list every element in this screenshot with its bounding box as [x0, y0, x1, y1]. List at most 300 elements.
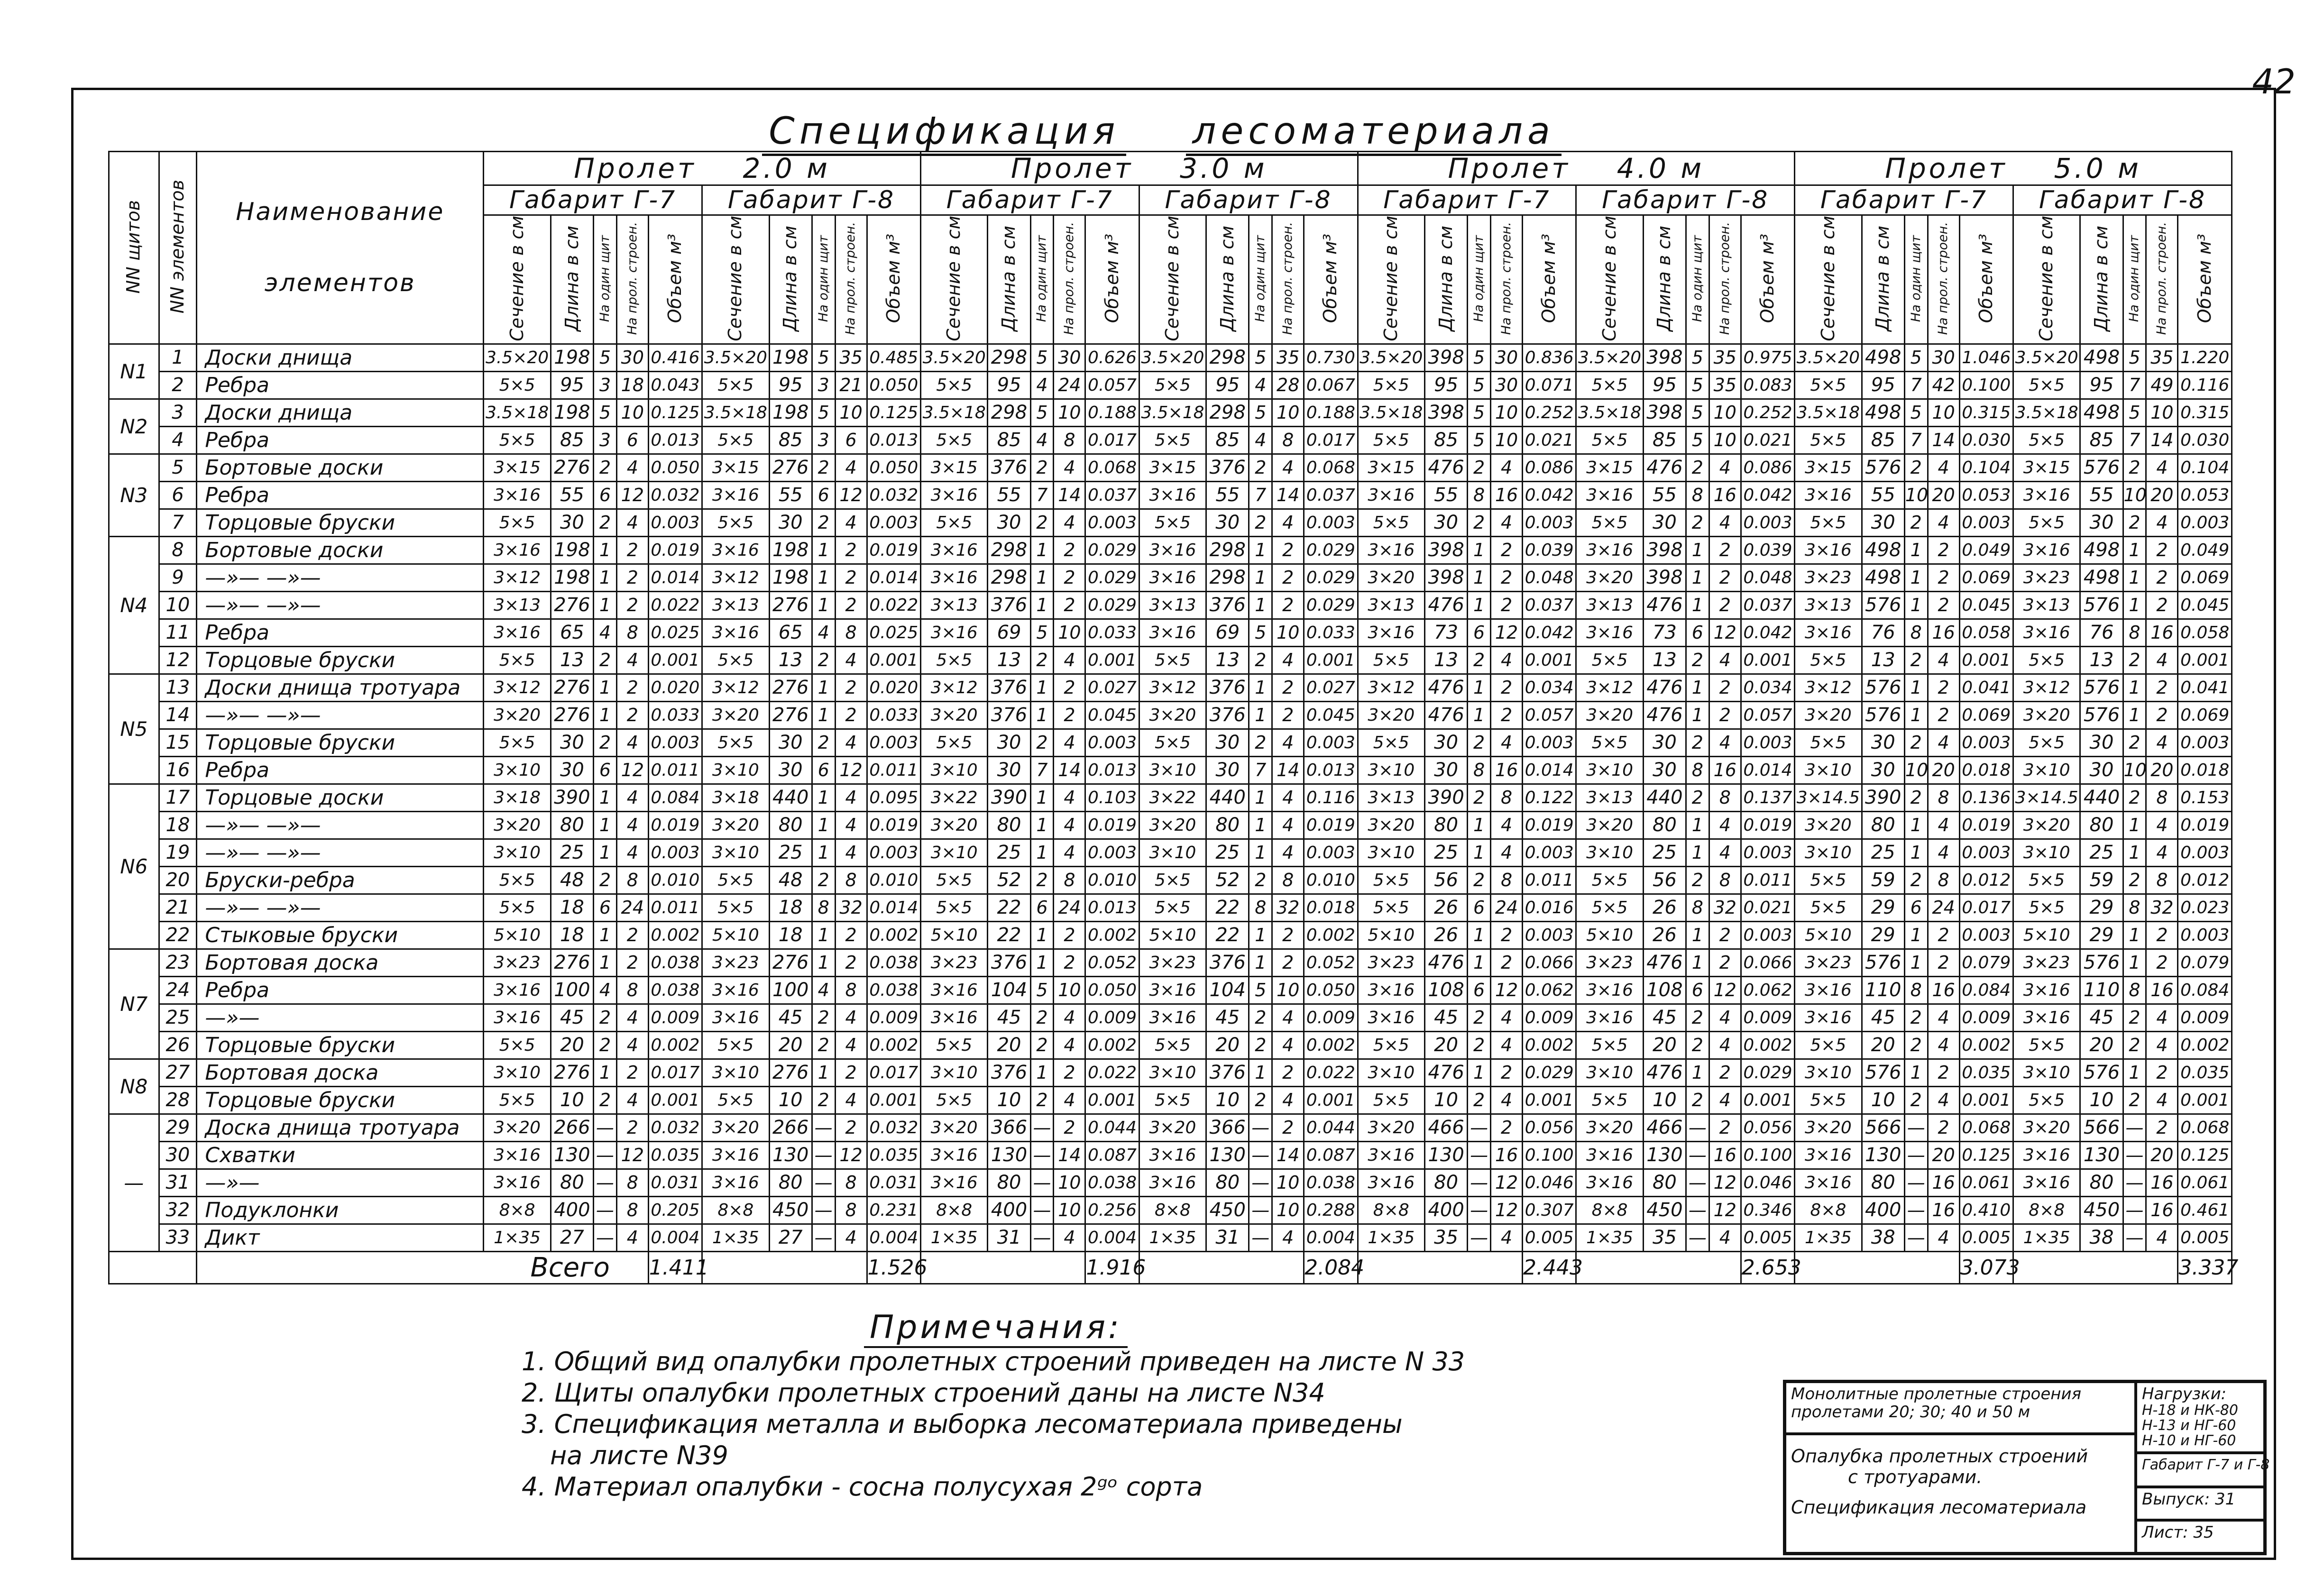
qty-total-cell: 2: [2146, 1059, 2178, 1086]
section-cell: 5×5: [1139, 426, 1206, 454]
qty-total-cell: 2: [1709, 949, 1741, 976]
table-row: [109, 949, 2232, 976]
length-cell: 45: [551, 1004, 593, 1031]
header-gabarit: Габарит Г-8: [702, 185, 921, 215]
header-qty-one: На один щит: [2123, 215, 2146, 344]
length-cell: 476: [1425, 949, 1468, 976]
qty-total-cell: 4: [2146, 729, 2178, 756]
table-row: [109, 481, 2232, 509]
qty-one-cell: 1: [593, 701, 616, 729]
section-cell: 3×16: [920, 564, 988, 591]
volume-cell: 0.004: [867, 1224, 920, 1251]
volume-cell: 0.002: [648, 1031, 702, 1059]
volume-cell: 0.002: [648, 921, 702, 949]
qty-one-cell: 2: [1686, 866, 1709, 894]
totals-blank: [1795, 1251, 1960, 1284]
length-cell: 45: [1643, 1004, 1686, 1031]
qty-total-cell: 4: [1491, 1086, 1523, 1114]
qty-one-cell: 1: [812, 674, 835, 701]
volume-cell: 0.038: [867, 976, 920, 1004]
qty-total-cell: 35: [1709, 371, 1741, 399]
volume-cell: 0.003: [1304, 509, 1358, 536]
qty-total-cell: 2: [1054, 674, 1085, 701]
qty-one-cell: 2: [1030, 646, 1054, 674]
volume-cell: 0.038: [867, 949, 920, 976]
section-cell: 3×16: [1358, 481, 1425, 509]
length-cell: 576: [2080, 949, 2123, 976]
section-cell: 1×35: [484, 1224, 551, 1251]
volume-cell: 0.027: [1304, 674, 1358, 701]
qty-total-cell: 4: [2146, 509, 2178, 536]
volume-cell: 0.013: [1085, 756, 1139, 784]
length-cell: 95: [1862, 371, 1904, 399]
totals-blank: [2013, 1251, 2178, 1284]
qty-total-cell: 10: [1272, 619, 1304, 646]
volume-cell: 0.003: [1959, 921, 2013, 949]
section-cell: 5×5: [1139, 509, 1206, 536]
qty-total-cell: 35: [1709, 344, 1741, 371]
qty-total-cell: 10: [1272, 399, 1304, 426]
volume-cell: 0.125: [867, 399, 920, 426]
volume-cell: 0.004: [1085, 1224, 1139, 1251]
section-cell: 3×20: [484, 1114, 551, 1141]
element-number: 23: [159, 949, 197, 976]
qty-one-cell: 2: [812, 509, 835, 536]
qty-one-cell: 7: [1030, 756, 1054, 784]
qty-one-cell: 1: [1904, 1059, 1928, 1086]
qty-one-cell: 5: [1468, 426, 1491, 454]
section-cell: 3×15: [1358, 454, 1425, 481]
qty-total-cell: 4: [835, 454, 867, 481]
length-cell: 35: [1643, 1224, 1686, 1251]
header-qty-total: На прол. строен.: [1054, 215, 1085, 344]
qty-one-cell: 2: [1249, 866, 1272, 894]
section-cell: 3×16: [1795, 976, 1862, 1004]
table-row: [109, 674, 2232, 701]
qty-total-cell: 2: [2146, 564, 2178, 591]
length-cell: 450: [2080, 1196, 2123, 1224]
qty-one-cell: 5: [1686, 344, 1709, 371]
section-cell: 3×10: [920, 1059, 988, 1086]
qty-total-cell: 2: [1272, 701, 1304, 729]
volume-cell: 0.017: [1959, 894, 2013, 921]
length-cell: 95: [769, 371, 812, 399]
header-span-4: Пролет 5.0 м: [1795, 152, 2232, 185]
qty-one-cell: 1: [593, 1059, 616, 1086]
header-section: Сечение в см: [1139, 215, 1206, 344]
length-cell: 376: [988, 454, 1030, 481]
qty-one-cell: 6: [1030, 894, 1054, 921]
qty-total-cell: 10: [1272, 1169, 1304, 1196]
qty-total-cell: 4: [1272, 811, 1304, 839]
qty-total-cell: 2: [2146, 591, 2178, 619]
qty-one-cell: 1: [812, 811, 835, 839]
volume-cell: 0.011: [1523, 866, 1576, 894]
table-row: [109, 619, 2232, 646]
table-row: [109, 1114, 2232, 1141]
volume-cell: 0.001: [1304, 646, 1358, 674]
element-name: Бортовая доска: [197, 949, 484, 976]
qty-total-cell: 8: [1272, 866, 1304, 894]
qty-total-cell: 4: [1709, 811, 1741, 839]
volume-cell: 0.003: [1959, 509, 2013, 536]
volume-cell: 0.053: [1959, 481, 2013, 509]
qty-one-cell: 2: [1904, 1086, 1928, 1114]
volume-cell: 0.001: [2178, 646, 2232, 674]
qty-total-cell: 8: [616, 1169, 648, 1196]
header-element: NN элементов: [159, 152, 197, 344]
element-name: Дикт: [197, 1224, 484, 1251]
volume-cell: 0.010: [1085, 866, 1139, 894]
volume-cell: 0.116: [2178, 371, 2232, 399]
section-cell: 3×20: [1576, 811, 1644, 839]
section-cell: 5×5: [1139, 866, 1206, 894]
qty-one-cell: 2: [1468, 646, 1491, 674]
page-number: 42: [2252, 62, 2296, 101]
length-cell: 25: [2080, 839, 2123, 866]
header-qty-one: На один щит: [1249, 215, 1272, 344]
length-cell: 298: [1206, 399, 1249, 426]
qty-total-cell: 16: [1491, 756, 1523, 784]
volume-cell: 0.009: [1959, 1004, 2013, 1031]
length-cell: 130: [1862, 1141, 1904, 1169]
totals-blank: [1576, 1251, 1741, 1284]
total-volume: 2.653: [1741, 1251, 1794, 1284]
volume-cell: 0.041: [2178, 674, 2232, 701]
qty-one-cell: 2: [1904, 729, 1928, 756]
section-cell: 3×16: [1358, 536, 1425, 564]
qty-total-cell: 2: [1928, 1114, 1959, 1141]
qty-total-cell: 16: [2146, 1196, 2178, 1224]
qty-total-cell: 12: [1491, 976, 1523, 1004]
qty-total-cell: 24: [1054, 371, 1085, 399]
volume-cell: 0.010: [648, 866, 702, 894]
section-cell: 5×10: [1358, 921, 1425, 949]
volume-cell: 0.029: [1741, 1059, 1794, 1086]
section-cell: 3×12: [2013, 674, 2080, 701]
qty-total-cell: 4: [1272, 1004, 1304, 1031]
volume-cell: 0.100: [1741, 1141, 1794, 1169]
qty-total-cell: 10: [1054, 619, 1085, 646]
qty-total-cell: 4: [835, 839, 867, 866]
volume-cell: 0.003: [1304, 839, 1358, 866]
length-cell: 30: [551, 729, 593, 756]
section-cell: 3.5×20: [484, 344, 551, 371]
length-cell: 80: [1206, 811, 1249, 839]
qty-total-cell: 4: [1709, 1031, 1741, 1059]
section-cell: 5×5: [2013, 646, 2080, 674]
volume-cell: 0.009: [867, 1004, 920, 1031]
qty-total-cell: 4: [1054, 1086, 1085, 1114]
length-cell: 85: [1862, 426, 1904, 454]
header-length: Длина в см: [988, 215, 1030, 344]
section-cell: 3×20: [1139, 701, 1206, 729]
element-name: Ребра: [197, 481, 484, 509]
length-cell: 398: [1425, 536, 1468, 564]
length-cell: 20: [769, 1031, 812, 1059]
length-cell: 30: [1643, 756, 1686, 784]
section-cell: 1×35: [1795, 1224, 1862, 1251]
volume-cell: 0.019: [1304, 811, 1358, 839]
qty-one-cell: 1: [812, 839, 835, 866]
qty-total-cell: 2: [2146, 921, 2178, 949]
section-cell: 5×5: [1795, 1086, 1862, 1114]
qty-one-cell: 2: [1904, 509, 1928, 536]
volume-cell: 0.025: [648, 619, 702, 646]
section-cell: 5×5: [702, 729, 770, 756]
volume-cell: 0.003: [1959, 729, 2013, 756]
length-cell: 25: [1425, 839, 1468, 866]
qty-one-cell: 1: [1468, 701, 1491, 729]
qty-total-cell: 4: [616, 1004, 648, 1031]
volume-cell: 0.019: [867, 536, 920, 564]
length-cell: 26: [1425, 921, 1468, 949]
length-cell: 366: [988, 1114, 1030, 1141]
volume-cell: 0.315: [2178, 399, 2232, 426]
qty-one-cell: 2: [593, 1086, 616, 1114]
volume-cell: 0.017: [1085, 426, 1139, 454]
length-cell: 376: [1206, 591, 1249, 619]
element-name: Торцовые бруски: [197, 729, 484, 756]
length-cell: 276: [551, 454, 593, 481]
qty-one-cell: 1: [1468, 591, 1491, 619]
qty-one-cell: 1: [812, 564, 835, 591]
section-cell: 5×10: [702, 921, 770, 949]
section-cell: 3×16: [1795, 619, 1862, 646]
length-cell: 466: [1643, 1114, 1686, 1141]
table-row: [109, 591, 2232, 619]
qty-total-cell: 2: [1928, 591, 1959, 619]
qty-one-cell: 1: [1030, 921, 1054, 949]
volume-cell: 0.003: [867, 729, 920, 756]
length-cell: 80: [1643, 1169, 1686, 1196]
length-cell: 198: [551, 536, 593, 564]
length-cell: 498: [2080, 344, 2123, 371]
length-cell: 18: [769, 894, 812, 921]
qty-total-cell: 2: [616, 1114, 648, 1141]
volume-cell: 0.005: [1523, 1224, 1576, 1251]
qty-one-cell: 5: [1686, 371, 1709, 399]
qty-one-cell: 2: [593, 1004, 616, 1031]
qty-one-cell: —: [2123, 1141, 2146, 1169]
section-cell: 3.5×18: [1576, 399, 1644, 426]
volume-cell: 0.034: [1741, 674, 1794, 701]
qty-one-cell: —: [593, 1224, 616, 1251]
header-section: Сечение в см: [920, 215, 988, 344]
qty-total-cell: 2: [1054, 564, 1085, 591]
element-name: Торцовые бруски: [197, 1031, 484, 1059]
section-cell: 3×15: [1576, 454, 1644, 481]
length-cell: 73: [1643, 619, 1686, 646]
qty-total-cell: 2: [2146, 949, 2178, 976]
qty-one-cell: 2: [1468, 509, 1491, 536]
qty-one-cell: 5: [812, 344, 835, 371]
length-cell: 95: [551, 371, 593, 399]
volume-cell: 0.013: [648, 426, 702, 454]
length-cell: 30: [2080, 729, 2123, 756]
qty-total-cell: 2: [835, 536, 867, 564]
section-cell: 3×23: [1576, 949, 1644, 976]
section-cell: 5×5: [484, 866, 551, 894]
qty-total-cell: 4: [1491, 1224, 1523, 1251]
section-cell: 3×16: [702, 1169, 770, 1196]
total-volume: 2.443: [1523, 1251, 1576, 1284]
volume-cell: 0.003: [648, 839, 702, 866]
section-cell: 3×10: [920, 756, 988, 784]
length-cell: 398: [1643, 564, 1686, 591]
qty-total-cell: 12: [1491, 1196, 1523, 1224]
length-cell: 576: [2080, 454, 2123, 481]
volume-cell: 0.044: [1304, 1114, 1358, 1141]
volume-cell: 0.086: [1741, 454, 1794, 481]
totals-blank: [109, 1251, 197, 1284]
section-cell: 5×5: [2013, 509, 2080, 536]
length-cell: 498: [1862, 536, 1904, 564]
qty-one-cell: 8: [1686, 756, 1709, 784]
volume-cell: 0.003: [2178, 839, 2232, 866]
length-cell: 45: [769, 1004, 812, 1031]
volume-cell: 0.058: [1959, 619, 2013, 646]
volume-cell: 0.049: [2178, 536, 2232, 564]
section-cell: 5×5: [1139, 1031, 1206, 1059]
qty-one-cell: 5: [2123, 344, 2146, 371]
element-number: 24: [159, 976, 197, 1004]
qty-total-cell: 4: [616, 1031, 648, 1059]
volume-cell: 0.017: [648, 1059, 702, 1086]
section-cell: 3×16: [2013, 1169, 2080, 1196]
length-cell: 108: [1425, 976, 1468, 1004]
volume-cell: 0.014: [867, 564, 920, 591]
volume-cell: 0.068: [1085, 454, 1139, 481]
qty-total-cell: 10: [616, 399, 648, 426]
qty-one-cell: 1: [1686, 564, 1709, 591]
qty-total-cell: 2: [1709, 701, 1741, 729]
header-section: Сечение в см: [702, 215, 770, 344]
qty-one-cell: 1: [1686, 536, 1709, 564]
qty-total-cell: 8: [1709, 784, 1741, 811]
header-length: Длина в см: [1862, 215, 1904, 344]
length-cell: 18: [551, 921, 593, 949]
volume-cell: 0.100: [1959, 371, 2013, 399]
volume-cell: 0.019: [648, 536, 702, 564]
qty-total-cell: 10: [835, 399, 867, 426]
volume-cell: 0.004: [1304, 1224, 1358, 1251]
section-cell: 3×16: [1139, 1141, 1206, 1169]
volume-cell: 0.136: [1959, 784, 2013, 811]
qty-total-cell: 32: [835, 894, 867, 921]
shield-number: N7: [109, 949, 159, 1059]
section-cell: 3×10: [1795, 756, 1862, 784]
header-section: Сечение в см: [1795, 215, 1862, 344]
qty-total-cell: 4: [1928, 1004, 1959, 1031]
qty-total-cell: 10: [1054, 1169, 1085, 1196]
section-cell: 3×15: [1139, 454, 1206, 481]
qty-total-cell: 24: [1928, 894, 1959, 921]
volume-cell: 0.029: [1085, 536, 1139, 564]
section-cell: 5×5: [702, 894, 770, 921]
length-cell: 10: [1643, 1086, 1686, 1114]
section-cell: 5×5: [1576, 509, 1644, 536]
volume-cell: 0.022: [648, 591, 702, 619]
length-cell: 130: [988, 1141, 1030, 1169]
qty-one-cell: 2: [1249, 1031, 1272, 1059]
qty-total-cell: 2: [616, 701, 648, 729]
volume-cell: 0.023: [2178, 894, 2232, 921]
section-cell: 5×5: [2013, 426, 2080, 454]
section-cell: 5×5: [702, 1031, 770, 1059]
section-cell: 3×16: [1139, 536, 1206, 564]
section-cell: 5×5: [484, 894, 551, 921]
qty-total-cell: 4: [1272, 729, 1304, 756]
volume-cell: 0.122: [1523, 784, 1576, 811]
length-cell: 376: [988, 949, 1030, 976]
section-cell: 5×5: [702, 509, 770, 536]
qty-total-cell: 2: [2146, 1114, 2178, 1141]
volume-cell: 0.256: [1085, 1196, 1139, 1224]
length-cell: 85: [1643, 426, 1686, 454]
qty-total-cell: 2: [616, 949, 648, 976]
qty-one-cell: 1: [2123, 701, 2146, 729]
qty-one-cell: 2: [1686, 509, 1709, 536]
section-cell: 3.5×20: [1358, 344, 1425, 371]
section-cell: 5×5: [2013, 729, 2080, 756]
header-volume: Объем м³: [867, 215, 920, 344]
section-cell: 3×15: [920, 454, 988, 481]
section-cell: 3×10: [1795, 1059, 1862, 1086]
qty-one-cell: 1: [1030, 839, 1054, 866]
section-cell: 3×16: [1576, 536, 1644, 564]
length-cell: 30: [1643, 509, 1686, 536]
section-cell: 3×10: [920, 839, 988, 866]
qty-one-cell: 1: [1468, 949, 1491, 976]
length-cell: 69: [1206, 619, 1249, 646]
element-name: Торцовые бруски: [197, 1086, 484, 1114]
element-number: 9: [159, 564, 197, 591]
header-gabarit: Габарит Г-8: [2013, 185, 2232, 215]
section-cell: 3×13: [1576, 784, 1644, 811]
qty-total-cell: 2: [2146, 536, 2178, 564]
element-number: 13: [159, 674, 197, 701]
section-cell: 3×22: [1139, 784, 1206, 811]
length-cell: 30: [1862, 756, 1904, 784]
length-cell: 20: [2080, 1031, 2123, 1059]
element-name: Доска днища тротуара: [197, 1114, 484, 1141]
qty-one-cell: 5: [812, 399, 835, 426]
qty-one-cell: 5: [1030, 399, 1054, 426]
length-cell: 130: [551, 1141, 593, 1169]
qty-one-cell: —: [1686, 1224, 1709, 1251]
length-cell: 30: [988, 509, 1030, 536]
section-cell: 5×5: [2013, 1031, 2080, 1059]
totals-label: Всего: [197, 1251, 648, 1284]
volume-cell: 0.029: [1304, 564, 1358, 591]
section-cell: 5×5: [1139, 894, 1206, 921]
section-cell: 5×5: [484, 1031, 551, 1059]
length-cell: 30: [551, 509, 593, 536]
qty-one-cell: 2: [2123, 1031, 2146, 1059]
length-cell: 476: [1425, 674, 1468, 701]
volume-cell: 0.066: [1523, 949, 1576, 976]
qty-total-cell: 4: [616, 509, 648, 536]
volume-cell: 0.068: [1304, 454, 1358, 481]
qty-one-cell: —: [1030, 1196, 1054, 1224]
length-cell: 55: [988, 481, 1030, 509]
element-number: 8: [159, 536, 197, 564]
volume-cell: 0.045: [1304, 701, 1358, 729]
qty-total-cell: 32: [2146, 894, 2178, 921]
qty-one-cell: —: [1904, 1114, 1928, 1141]
qty-one-cell: 1: [593, 921, 616, 949]
